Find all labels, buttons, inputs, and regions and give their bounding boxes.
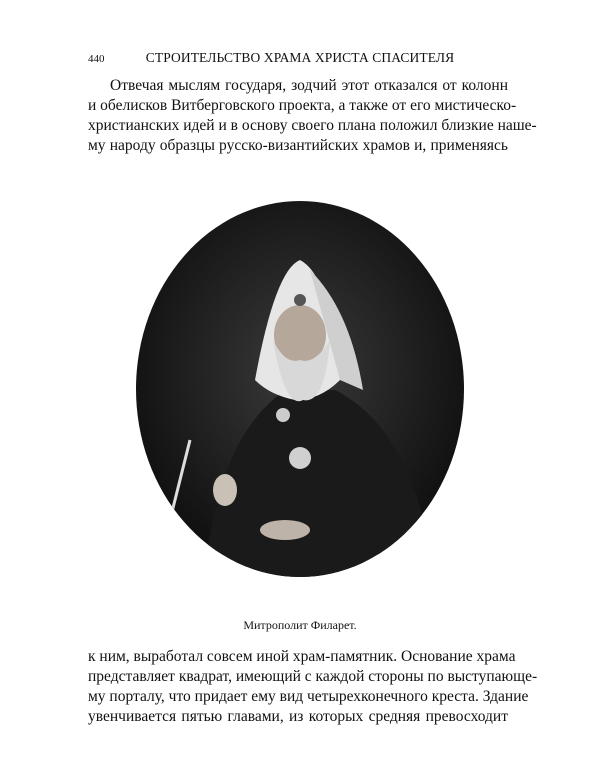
text-line: му порталу, что придает ему вид четырехконечного креста. Здание	[88, 688, 529, 705]
text-line: к ним, выработал совсем иной храм-памятник. Основание храма	[88, 648, 516, 665]
figure-caption: Митрополит Филарет.	[243, 618, 357, 632]
paragraph-bottom	[88, 647, 538, 727]
text-line: му народу образцы русско-византийских храмов и, применяясь	[88, 137, 508, 154]
text-line: и обелисков Витберговского проекта, а также от его мистическо-	[88, 97, 517, 114]
portrait-image	[135, 200, 465, 578]
page-number: 440	[88, 53, 105, 65]
paragraph-top	[88, 76, 537, 156]
text-line: увенчивается пятью главами, из которых средняя превосходит	[88, 708, 508, 725]
text-line: представляет квадрат, имеющий с каждой стороны по выступающе-	[88, 668, 538, 685]
text-line: христианских идей и в основу своего плана положил близкие наше-	[88, 117, 537, 134]
running-title: СТРОИТЕЛЬСТВО ХРАМА ХРИСТА СПАСИТЕЛЯ	[145, 50, 455, 65]
text-line: Отвечая мыслям государя, зодчий этот отказался от колонн	[110, 77, 508, 94]
